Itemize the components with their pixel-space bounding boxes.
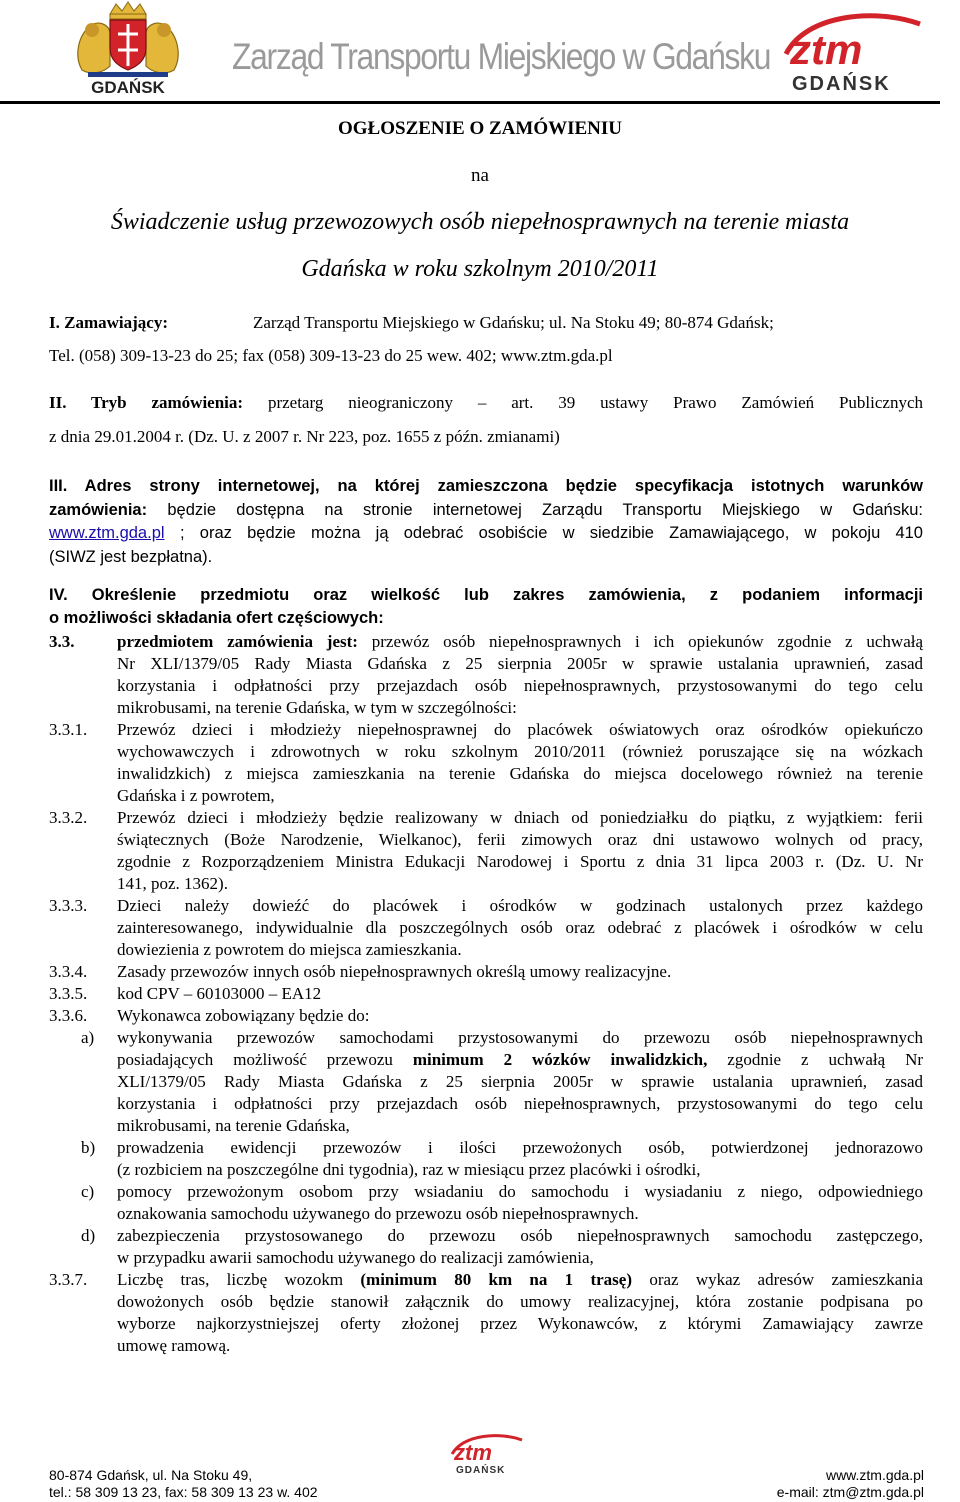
item-a-line-1: wykonywania przewozów samochodami przystosowanymi do przewozu osób niepełnosprawnych xyxy=(117,1028,923,1047)
section-3-line-4: (SIWZ jest bezpłatna). xyxy=(49,548,213,566)
item-3-3-line-3: korzystania i odpłatności przy przejazdach osób niepełnosprawnych, przystosowanymi do tego celu xyxy=(117,676,923,695)
siwz-link[interactable]: www.ztm.gda.pl xyxy=(49,524,165,542)
item-3-3-7-line-2: dowożonych osób będzie stanowił załącznik do umowy realizacyjnej, która zostanie podpisana po xyxy=(117,1292,923,1311)
document-title: OGŁOSZENIE O ZAMÓWIENIU xyxy=(338,118,622,139)
footer-address: 80-874 Gdańsk, ul. Na Stoku 49, xyxy=(49,1467,253,1483)
footer-logo-city: GDAŃSK xyxy=(456,1465,506,1476)
section-2-line-1 xyxy=(49,392,923,414)
section-3-pickup: ; oraz będzie można ją odebrać osobiście w siedzibie Zamawiającego, w pokoju 410 xyxy=(180,524,923,542)
item-3-3-2-line-4: 141, poz. 1362). xyxy=(117,874,228,893)
section-3-line-2 xyxy=(49,500,923,522)
item-a-pre: posiadających możliwość przewozu xyxy=(117,1050,393,1069)
item-a-line-3: XLI/1379/05 Rady Miasta Gdańska z 25 sierpnia 2005r w sprawie ustalania uprawnień, zasad xyxy=(117,1072,923,1091)
section-3-availability: będzie dostępna na stronie internetowej Zarządu Transportu Miejskiego w Gdańsku: xyxy=(167,501,923,519)
item-a-letter: a) xyxy=(81,1028,95,1047)
item-b-line-1: prowadzenia ewidencji przewozów i ilości przewożonych osób, potwierdzonej jednorazowo xyxy=(117,1138,923,1157)
item-c-letter: c) xyxy=(81,1182,95,1201)
item-3-3-1-line-1: Przewóz dzieci i młodzieży niepełnosprawnej do placówek oświatowych oraz ośrodków opiekuńczo xyxy=(117,720,923,739)
header-divider xyxy=(0,101,940,104)
title-connector: na xyxy=(471,165,489,186)
item-3-3-number: 3.3. xyxy=(49,632,75,651)
item-3-3-line-2: Nr XLI/1379/05 Rady Miasta Gdańska z 25 sierpnia 2005r w sprawie ustalania uprawnień, zasad xyxy=(117,654,923,673)
item-3-3-3-line-2: zainteresowanego, indywidualnie dla poszczególnych osób oraz odebrać z placówek i ośrodków w celu xyxy=(117,918,923,937)
item-3-3-7-number: 3.3.7. xyxy=(49,1270,88,1289)
gdansk-coat-of-arms-logo xyxy=(64,0,192,98)
item-3-3-7-line-1 xyxy=(117,1269,923,1291)
item-3-3-2-line-3: zgodnie z Rozporządzeniem Ministra Edukacji Narodowej i Sportu z dnia 31 lipca 2003 r. (Dz. U. Nr xyxy=(117,852,923,871)
section-3-heading: III. Adres strony internetowej, na której zamieszczona będzie specyfikacja istotnych warunków xyxy=(49,477,923,495)
coat-caption: GDAŃSK xyxy=(91,78,165,97)
item-3-3-7-post: oraz wykaz adresów zamieszkania xyxy=(649,1270,924,1289)
item-c-line-2: oznakowania samochodu używanego do przewozu osób niepełnosprawnych. xyxy=(117,1204,639,1223)
section-3-bold: zamówienia: xyxy=(49,501,148,519)
item-3-3-2-line-2: świątecznych (Boże Narodzenie, Wielkanoc), ferii zimowych oraz dni ustawowo wolnych od pracy, xyxy=(117,830,923,849)
section-4-heading: IV. Określenie przedmiotu oraz wielkość lub zakres zamówienia, z podaniem informacji xyxy=(49,586,923,604)
section-4-heading-2: o możliwości składania ofert częściowych: xyxy=(49,609,384,627)
item-3-3-line-1 xyxy=(117,631,923,653)
item-d-letter: d) xyxy=(81,1226,96,1245)
footer-website[interactable]: www.ztm.gda.pl xyxy=(825,1467,924,1483)
item-3-3-6-text: Wykonawca zobowiązany będzie do: xyxy=(117,1006,370,1025)
item-3-3-4-text: Zasady przewozów innych osób niepełnosprawnych określą umowy realizacyjne. xyxy=(117,962,672,981)
item-3-3-5-number: 3.3.5. xyxy=(49,984,88,1003)
item-b-line-2: (z rozbiciem na poszczególne dni tygodnia), raz w miesiącu przez placówki i ośrodki, xyxy=(117,1160,701,1179)
item-3-3-1-line-2: wychowawczych i zdrowotnych w roku szkolnym 2010/2011 (również poruszające się na wózkach xyxy=(117,742,923,761)
item-d-line-1: zabezpieczenia przystosowanego do przewozu osób niepełnosprawnych samochodu zastępczego, xyxy=(117,1226,923,1245)
item-a-line-2 xyxy=(117,1049,923,1071)
item-3-3-7-line-3: wyborze najkorzystniejszej oferty złożonej przez Wykonawców, z którymi Zamawiający zawrze xyxy=(117,1314,923,1333)
item-3-3-4-number: 3.3.4. xyxy=(49,962,88,981)
item-3-3-3-number: 3.3.3. xyxy=(49,896,88,915)
item-3-3-2-line-1: Przewóz dzieci i młodzieży będzie realizowany w dniach od poniedziałku do piątku, z wyjątkiem: ferii xyxy=(117,808,923,827)
item-a-bold: minimum 2 wózków inwalidzkich, xyxy=(412,1050,708,1069)
footer-ztm-logo xyxy=(448,1432,524,1476)
item-a-line-4: korzystania i odpłatności przy przejazdach osób niepełnosprawnych, przystosowanymi do tego celu xyxy=(117,1094,923,1113)
item-d-line-2: w przypadku awarii samochodu używanego do realizacji zamówienia, xyxy=(117,1248,594,1267)
ztm-logo-city: GDAŃSK xyxy=(792,73,891,94)
section-2-label: II. Tryb zamówienia: xyxy=(49,393,244,412)
item-3-3-7-bold: (minimum 80 km na 1 trasę) xyxy=(360,1270,632,1289)
section-2-mode: przetarg nieograniczony – art. 39 ustawy Prawo Zamówień Publicznych xyxy=(267,393,924,412)
section-1-contact: Tel. (058) 309-13-23 do 25; fax (058) 309-13-23 do 25 wew. 402; www.ztm.gda.pl xyxy=(49,346,613,365)
item-3-3-7-line-4: umowę ramową. xyxy=(117,1336,231,1355)
item-3-3-2-number: 3.3.2. xyxy=(49,808,88,827)
footer-phones: tel.: 58 309 13 23, fax: 58 309 13 23 w. 402 xyxy=(49,1484,318,1500)
item-3-3-text: przewóz osób niepełnosprawnych i ich opiekunów zgodnie z uchwałą xyxy=(371,632,924,651)
footer-email[interactable]: e-mail: ztm@ztm.gda.pl xyxy=(776,1484,924,1500)
item-3-3-7-pre: Liczbę tras, liczbę wozokm xyxy=(117,1270,344,1289)
ztm-logo-text: ztm xyxy=(790,26,863,73)
item-a-post: zgodnie z uchwałą Nr xyxy=(727,1050,924,1069)
item-3-3-3-line-3: dowiezienia z powrotem do miejsca zamieszkania. xyxy=(117,940,462,959)
item-c-line-1: pomocy przewożonym osobom przy wsiadaniu do samochodu i wysiadaniu z niego, odpowiedniego xyxy=(117,1182,923,1201)
section-2-line-2: z dnia 29.01.2004 r. (Dz. U. z 2007 r. Nr 223, poz. 1655 z późn. zmianami) xyxy=(49,427,560,446)
section-1-label: I. Zamawiający: xyxy=(49,313,168,332)
footer-logo-text: ztm xyxy=(454,1440,492,1465)
item-3-3-1-line-3: inwalidzkich) z miejsca zamieszkania na terenie Gdańska do miejsca docelowego również na terenie xyxy=(117,764,923,783)
item-a-line-5: mikrobusami, na terenie Gdańska, xyxy=(117,1116,350,1135)
ztm-gdansk-logo xyxy=(776,8,926,94)
item-3-3-bold: przedmiotem zamówienia jest: xyxy=(117,632,358,651)
header-title: Zarząd Transportu Miejskiego w Gdańsku xyxy=(232,36,771,77)
item-3-3-6-number: 3.3.6. xyxy=(49,1006,88,1025)
subject-line-1: Świadczenie usług przewozowych osób niepełnosprawnych na terenie miasta xyxy=(110,209,850,235)
subject-line-2: Gdańska w roku szkolnym 2010/2011 xyxy=(301,256,659,282)
item-3-3-3-line-1: Dzieci należy dowieźć do placówek i ośrodków w godzinach ustalonych przez każdego xyxy=(117,896,923,915)
item-b-letter: b) xyxy=(81,1138,96,1157)
item-3-3-5-text: kod CPV – 60103000 – EA12 xyxy=(117,984,322,1003)
section-1-value: Zarząd Transportu Miejskiego w Gdańsku; ul. Na Stoku 49; 80-874 Gdańsk; xyxy=(253,313,774,332)
item-3-3-1-line-4: Gdańska i z powrotem, xyxy=(117,786,275,805)
section-3-line-3 xyxy=(49,523,165,545)
item-3-3-1-number: 3.3.1. xyxy=(49,720,88,739)
item-3-3-line-4: mikrobusami, na terenie Gdańska, w tym w szczególności: xyxy=(117,698,517,717)
